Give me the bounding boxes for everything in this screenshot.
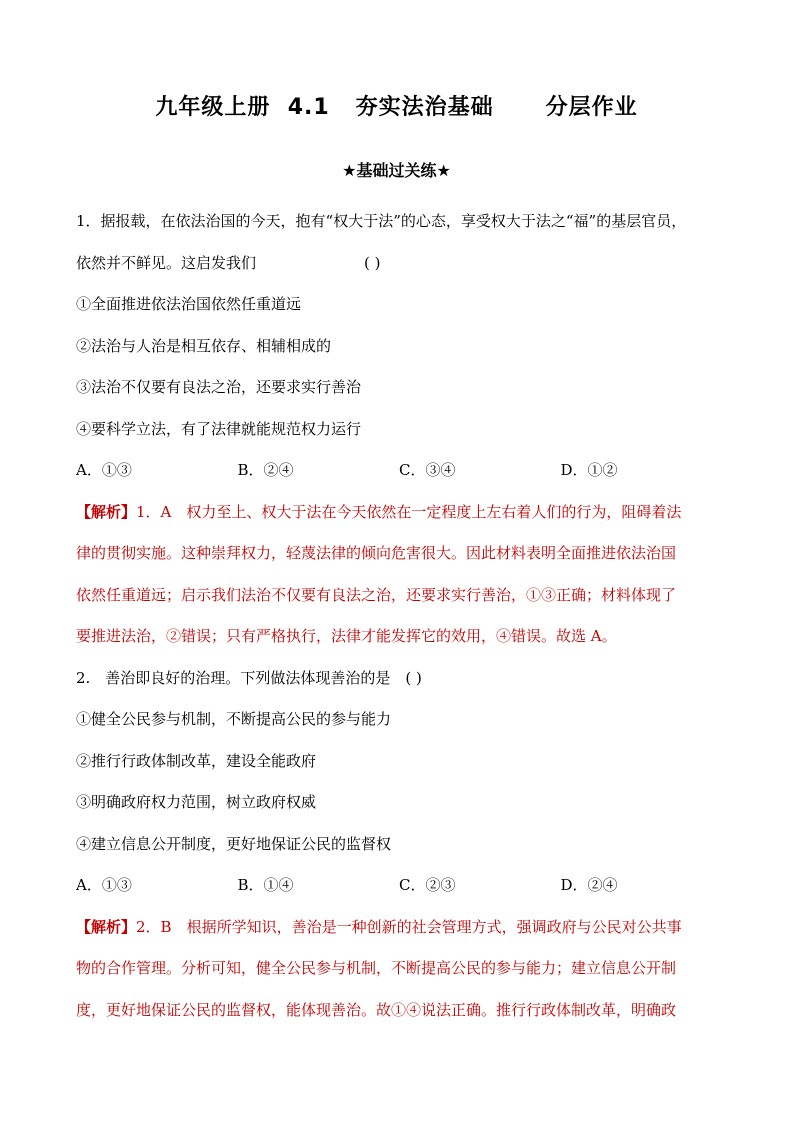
section-heading: ★基础过关练★ xyxy=(342,161,451,180)
answer-bracket: ( ) xyxy=(364,253,381,272)
option-b: B．①④ xyxy=(237,876,294,894)
analysis-text: 1．A 权力至上、权大于法在今天依然在一定程度上左右着人们的行为，阻碍着法 xyxy=(136,502,682,521)
analysis-line: 要推进法治，②错误；只有严格执行，法律才能发挥它的效用，④错误。故选 A。 xyxy=(76,627,617,645)
question-stem-text: 2. 善治即良好的治理。下列做法体现善治的是 xyxy=(76,668,391,687)
statement-item: ③明确政府权力范围，树立政府权威 xyxy=(76,793,317,811)
option-a: A．①③ xyxy=(76,461,132,479)
question-stem-text: 依然并不鲜见。这启发我们 xyxy=(76,253,257,272)
analysis-tag: 【解析】 xyxy=(76,917,137,936)
analysis-text: 2．B 根据所学知识，善治是一种创新的社会管理方式，强调政府与公民对公共事 xyxy=(136,917,682,936)
question-stem-line xyxy=(76,663,722,705)
question-stem-line: 1．据报载，在依法治国的今天，抱有“权大于法”的心态，享受权大于法之“福”的基层官员， xyxy=(76,212,687,230)
analysis-line: 依然任重道远；启示我们法治不仅要有良法之治，还要求实行善治，①③正确；材料体现了 xyxy=(76,585,677,604)
option-d: D．②④ xyxy=(560,876,618,894)
analysis-line xyxy=(76,912,722,954)
option-row xyxy=(76,870,722,912)
statement-item: ①全面推进依法治国依然任重道远 xyxy=(76,295,302,313)
option-c: C．②③ xyxy=(399,876,456,894)
option-c: C．③④ xyxy=(399,461,456,479)
statement-item: ②法治与人治是相互依存、相辅相成的 xyxy=(76,336,332,355)
statement-item: ③法治不仅要有良法之治，还要求实行善治 xyxy=(76,378,362,396)
option-row xyxy=(76,455,722,497)
statement-item: ①健全公民参与机制，不断提高公民的参与能力 xyxy=(76,710,392,728)
question-list xyxy=(76,206,722,1036)
option-b: B．②④ xyxy=(237,461,294,479)
question-2 xyxy=(76,663,722,1037)
option-d: D．①② xyxy=(560,461,618,479)
document-title: 九年级上册 4.1 夯实法治基础 分层作业 xyxy=(155,95,638,120)
analysis-line xyxy=(76,497,722,539)
analysis-line: 物的合作管理。分析可知，健全公民参与机制，不断提高公民的参与能力；建立信息公开制 xyxy=(76,959,677,977)
analysis-line: 度，更好地保证公民的监督权，能体现善治。故①④说法正确。推行行政体制改革，明确政 xyxy=(76,1000,677,1019)
question-1 xyxy=(76,206,722,663)
statement-item: ②推行行政体制改革，建设全能政府 xyxy=(76,751,317,770)
analysis-line: 律的贯彻实施。这种崇拜权力，轻蔑法律的倾向危害很大。因此材料表明全面推进依法治国 xyxy=(76,544,677,562)
answer-bracket: ( ) xyxy=(405,668,422,687)
statement-item: ④要科学立法，有了法律就能规范权力运行 xyxy=(76,419,362,438)
statement-item: ④建立信息公开制度，更好地保证公民的监督权 xyxy=(76,834,392,853)
question-stem-line xyxy=(76,248,722,290)
option-a: A．①③ xyxy=(76,876,132,894)
analysis-tag: 【解析】 xyxy=(76,502,137,521)
